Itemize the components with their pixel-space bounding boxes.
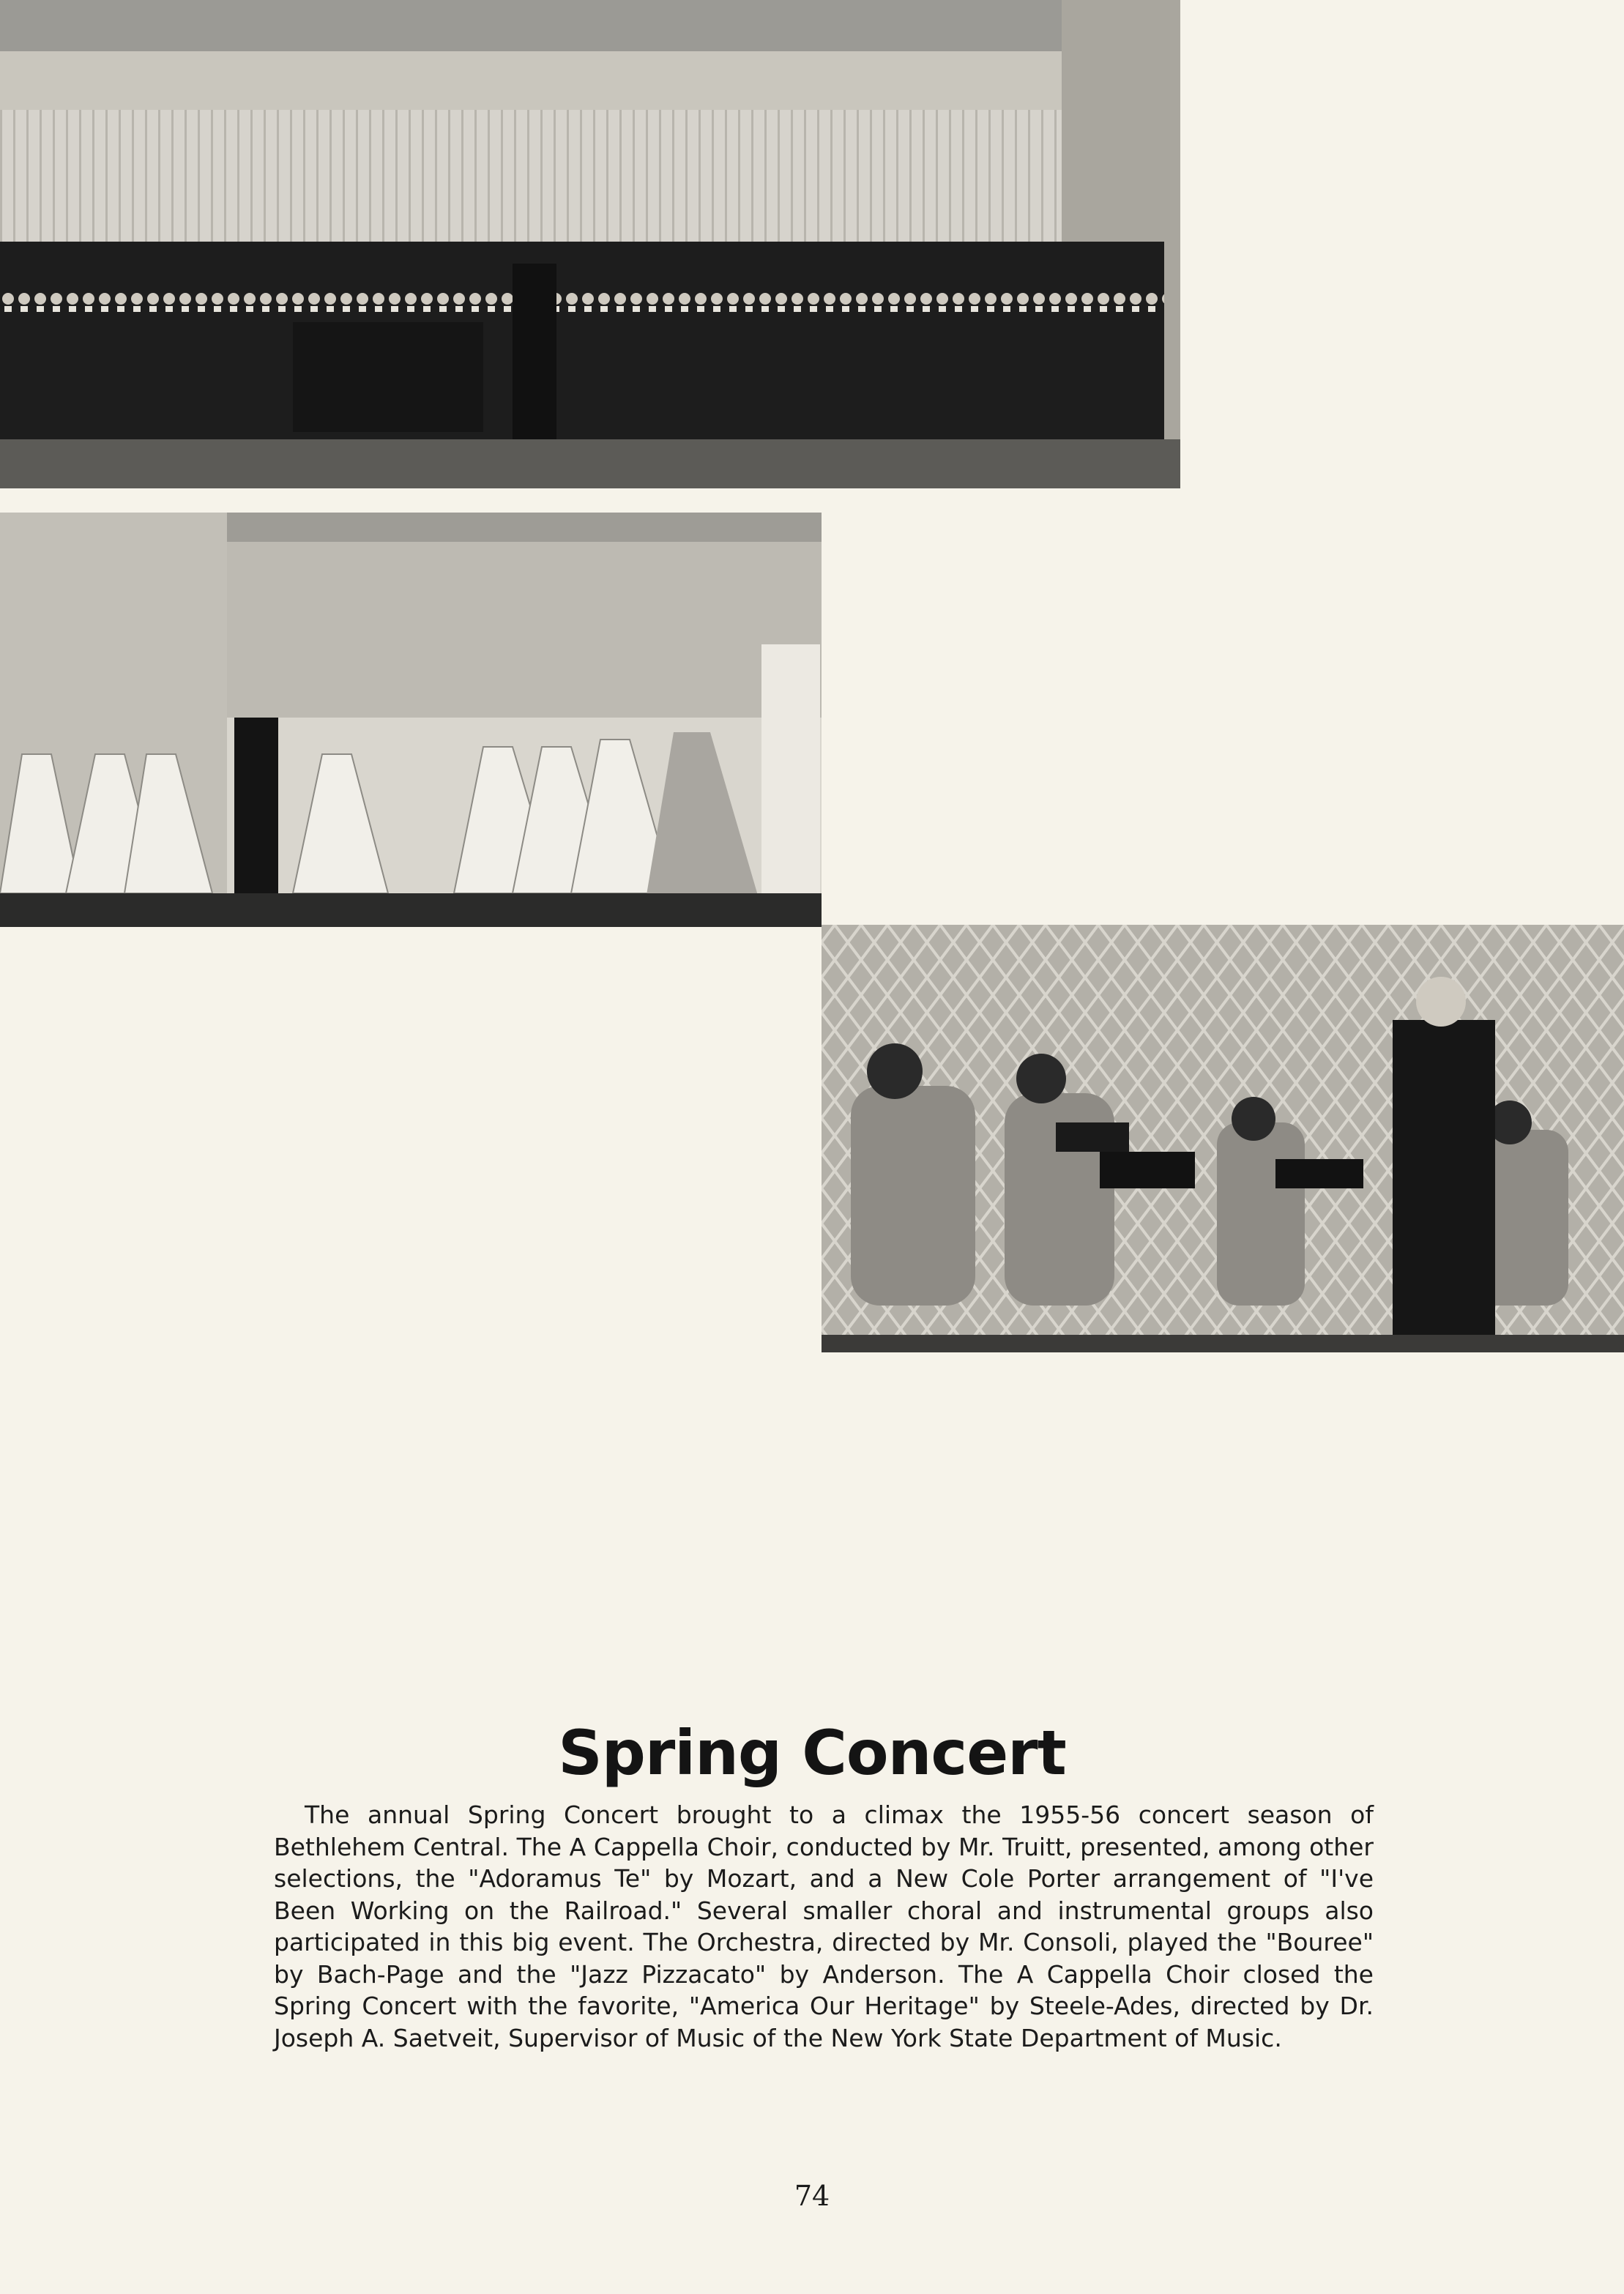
ensemble-photo-image — [0, 513, 822, 927]
ensemble-photo — [0, 513, 822, 927]
woodwind-photo — [822, 925, 1624, 1352]
article-title: Spring Concert — [558, 1717, 1066, 1789]
article-body: The annual Spring Concert brought to a climax the 1955-56 concert season of Bethlehem Central. The A Cappella Choir, conducted by Mr. Truitt, presented, among other selections, the "Adoramus Te" by Mozart, and a New Cole Porter arrangement of "I've Been Working on the Railroad." Several smaller choral and instrumental groups also participated in this big event. The Orchestra, directed by Mr. Consoli, played the "Bouree" by Bach-Page and the "Jazz Pizzacato" by Anderson. The A Cappella Choir closed the Spring Concert with the favorite, "America Our Heritage" by Steele-Ades, directed by Dr. Joseph A. Saetveit, Supervisor of Music of the New York State Department of Music. — [274, 1800, 1374, 2052]
woodwind-photo-image — [822, 925, 1624, 1352]
choir-photo-image — [0, 0, 1180, 488]
page-number: 74 — [794, 2180, 830, 2212]
choir-photo — [0, 0, 1180, 488]
